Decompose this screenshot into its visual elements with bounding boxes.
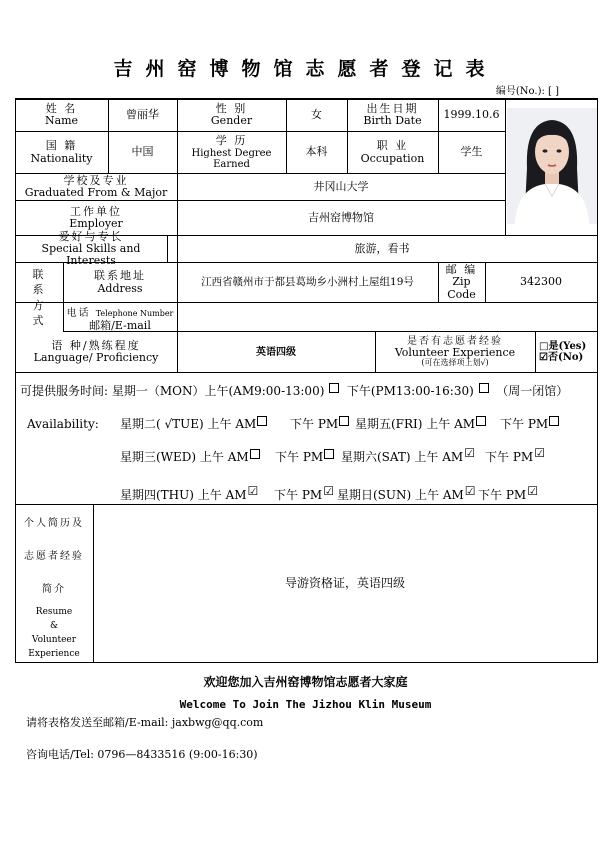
wed-pm: 下午 PM [275, 451, 334, 463]
tue-am-checkbox[interactable] [257, 416, 267, 426]
resume-value[interactable]: 导游资格证，英语四级 [284, 575, 405, 590]
tue-pm-checkbox[interactable] [339, 416, 349, 426]
sun-am-checkbox[interactable]: ☑ [464, 484, 476, 498]
wed-pm-checkbox[interactable] [324, 449, 334, 459]
availability-label: Availability: [27, 417, 99, 431]
wed-am-checkbox[interactable] [250, 449, 260, 459]
nationality-label: 国 籍 Nationality [30, 139, 93, 165]
thu-row: 星期四(THU) 上午 AM☑ [120, 484, 259, 502]
gender-label: 性 别 Gender [210, 101, 253, 127]
fri-row: 星期五(FRI) 上午 AM [355, 418, 486, 430]
school-value[interactable]: 井冈山大学 [313, 179, 369, 193]
birth-date-label: 出生日期 Birth Date [363, 101, 422, 127]
volunteer-no-checkbox[interactable]: ☑否(No) [539, 352, 584, 363]
mon-pm-checkbox[interactable] [479, 383, 489, 393]
volunteer-experience-label: 是否有志愿者经验 Volunteer Experience (可在选择项上划√) [394, 336, 516, 368]
applicant-photo [507, 108, 597, 224]
sat-am-checkbox[interactable]: ☑ [464, 446, 475, 460]
fri-pm-checkbox[interactable] [549, 416, 559, 426]
occupation-value[interactable]: 学生 [460, 145, 483, 159]
name-value[interactable]: 曾丽华 [126, 107, 159, 121]
welcome-zh: 欢迎您加入吉州窑博物馆志愿者大家庭 [203, 675, 408, 689]
zip-value[interactable]: 342300 [520, 275, 562, 289]
welcome-en: Welcome To Join The Jizhou Klin Museum [179, 698, 432, 711]
sat-pm: 下午 PM☑ [485, 446, 545, 464]
sun-row: 星期日(SUN) 上午 AM☑ [337, 484, 476, 502]
resume-label: 个人简历及 志愿者经验 简介 Resume & Volunteer Experience [24, 518, 84, 659]
name-label: 姓 名 Name [44, 101, 79, 127]
contact-label: 联系方式 [32, 267, 46, 327]
occupation-label: 职 业 Occupation [360, 139, 425, 165]
tel-line: 咨询电话/Tel: 0796—8433516 (9:00-16:30) [26, 748, 258, 761]
sat-pm-checkbox[interactable]: ☑ [534, 446, 545, 460]
address-label: 联系地址 Address [94, 269, 146, 295]
phone-email-label: 电话 Telephone Number 邮箱/E-mail [66, 308, 174, 332]
hobby-value[interactable]: 旅游，看书 [354, 241, 410, 255]
sat-row: 星期六(SAT) 上午 AM☑ [341, 446, 475, 464]
thu-pm-checkbox[interactable]: ☑ [323, 484, 334, 498]
employer-value[interactable]: 吉州窑博物馆 [308, 210, 374, 224]
thu-am-checkbox[interactable]: ☑ [247, 484, 259, 498]
portrait-image [507, 108, 597, 224]
sun-pm: 下午 PM☑ [478, 484, 538, 502]
volunteer-experience-options [535, 332, 597, 372]
fri-pm: 下午 PM [500, 418, 559, 430]
school-label: 学校及专业 Graduated From & Major [24, 173, 168, 199]
mon-am-checkbox[interactable] [329, 383, 339, 393]
fri-am-checkbox[interactable] [476, 416, 486, 426]
nationality-value[interactable]: 中国 [131, 145, 154, 159]
degree-value[interactable]: 本科 [305, 145, 328, 159]
form-title: 吉州窑博物馆志愿者登记表 [113, 58, 498, 80]
thu-pm: 下午 PM☑ [274, 484, 334, 502]
volunteer-yes-checkbox[interactable]: □是(Yes) [539, 341, 587, 352]
language-label: 语 种/熟练程度 Language/ Proficiency [33, 338, 159, 364]
zip-label: 邮 编 Zip Code [445, 263, 478, 301]
document-number: 编号(No.): [ ] [495, 86, 559, 97]
language-value[interactable]: 英语四级 [256, 346, 296, 358]
gender-value[interactable]: 女 [311, 107, 322, 121]
wed-row: 星期三(WED) 上午 AM [120, 451, 260, 463]
email-line: 请将表格发送至邮箱/E-mail: jaxbwg@qq.com [26, 716, 264, 729]
service-time-line: 可提供服务时间: 星期一（MON）上午(AM9:00-13:00) 下午(PM13:00-16:30) （周一闭馆） [20, 384, 569, 398]
hobby-label: 爱好与专长 Special Skills and Interests [41, 229, 141, 268]
employer-label: 工作单位 Employer [69, 204, 123, 230]
tue-pm: 下午 PM [290, 418, 349, 430]
tue-row: 星期二( √TUE) 上午 AM [120, 418, 267, 430]
address-value[interactable]: 江西省赣州市于都县葛坳乡小洲村上屋组19号 [201, 275, 414, 288]
phone-email-value[interactable] [177, 303, 597, 331]
sun-pm-checkbox[interactable]: ☑ [527, 484, 538, 498]
birth-date-value[interactable]: 1999.10.6 [443, 107, 500, 121]
degree-label: 学 历 Highest Degree Earned [191, 134, 272, 170]
